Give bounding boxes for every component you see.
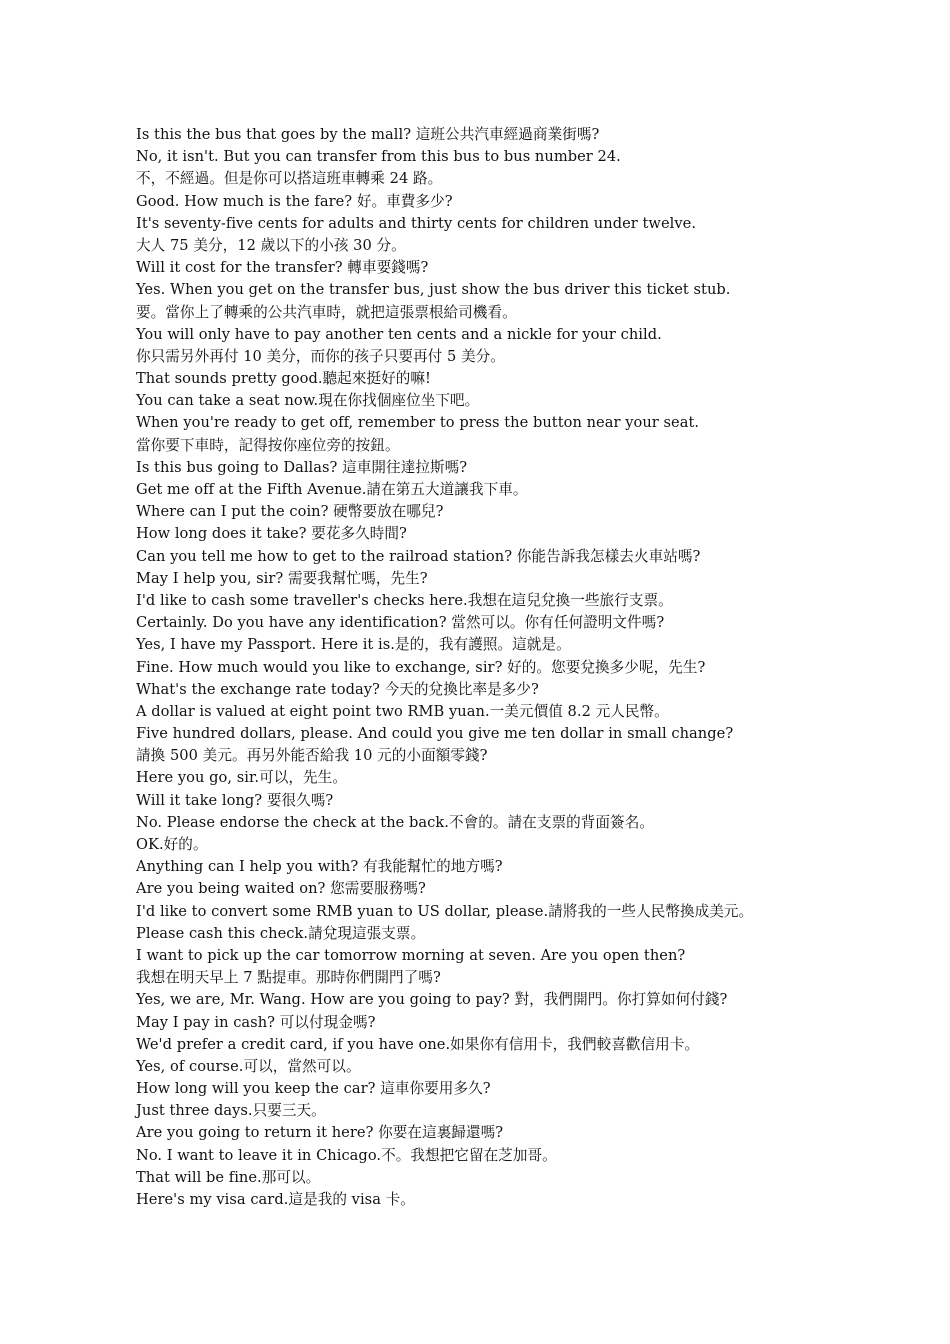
phrase-line: 你只需另外再付 10 美分，而你的孩子只要再付 5 美分。	[136, 347, 505, 365]
phrase-line: May I pay in cash? 可以付現金嗎?	[136, 1013, 376, 1031]
phrase-line: Five hundred dollars, please. And could you give me ten dollar in small change?	[136, 725, 734, 743]
phrase-line: Are you going to return it here? 你要在這裏歸還嗎?	[136, 1124, 504, 1142]
phrase-line: Here you go, sir.可以，先生。	[136, 769, 347, 787]
phrase-line: 不，不經過。但是你可以搭這班車轉乘 24 路。	[136, 170, 443, 188]
phrase-line: Please cash this check.請兌現這張支票。	[136, 924, 426, 942]
phrase-line: You can take a seat now.現在你找個座位坐下吧。	[136, 392, 480, 410]
phrase-line: I'd like to cash some traveller's checks here.我想在這兒兌換一些旅行支票。	[136, 591, 673, 609]
phrase-line: Yes, of course.可以，當然可以。	[136, 1057, 361, 1075]
phrase-line: We'd prefer a credit card, if you have one.如果你有信用卡，我們較喜歡信用卡。	[136, 1035, 700, 1053]
phrase-line: Will it cost for the transfer? 轉車要錢嗎?	[136, 259, 429, 277]
phrase-line: Certainly. Do you have any identification? 當然可以。你有任何證明文件嗎?	[136, 614, 665, 632]
phrase-line: That will be fine.那可以。	[136, 1168, 321, 1186]
phrase-line: Is this the bus that goes by the mall? 這班公共汽車經過商業街嗎?	[136, 126, 600, 143]
phrase-line: When you're ready to get off, remember to press the button near your seat.	[136, 414, 700, 432]
phrase-line: Just three days.只要三天。	[136, 1102, 326, 1120]
phrase-line: Get me off at the Fifth Avenue.請在第五大道讓我下車。	[136, 481, 528, 498]
phrase-line: No. Please endorse the check at the back.不會的。請在支票的背面簽名。	[136, 813, 654, 831]
phrase-line: Fine. How much would you like to exchange, sir? 好的。您要兌換多少呢，先生?	[136, 658, 706, 676]
phrase-line: May I help you, sir? 需要我幫忙嗎，先生?	[136, 569, 428, 587]
phrase-line: How long will you keep the car? 這車你要用多久?	[136, 1080, 491, 1098]
phrase-line: Good. How much is the fare? 好。車費多少?	[136, 192, 453, 210]
phrase-line: Yes, I have my Passport. Here it is.是的，我有護照。這就是。	[136, 636, 571, 654]
phrase-line: Is this bus going to Dallas? 這車開往達拉斯嗎?	[136, 458, 468, 476]
phrase-line: How long does it take? 要花多久時間?	[136, 525, 407, 543]
phrase-line: Can you tell me how to get to the railroad station? 你能告訴我怎樣去火車站嗎?	[136, 547, 701, 565]
phrase-line: You will only have to pay another ten cents and a nickle for your child.	[136, 325, 662, 343]
phrase-line: What's the exchange rate today? 今天的兌換比率是多少?	[136, 680, 539, 698]
phrase-line: Where can I put the coin? 硬幣要放在哪兒?	[136, 503, 444, 521]
phrase-line: 大人 75 美分，12 歲以下的小孩 30 分。	[136, 236, 406, 254]
phrase-line: Yes, we are, Mr. Wang. How are you going to pay? 對，我們開門。你打算如何付錢?	[136, 991, 728, 1009]
phrase-line: 請換 500 美元。再另外能否給我 10 元的小面額零錢?	[136, 747, 488, 765]
phrase-line: Here's my visa card.這是我的 visa 卡。	[136, 1191, 415, 1208]
phrase-line: That sounds pretty good.聽起來挺好的嘛!	[136, 370, 431, 388]
phrase-line: No, it isn't. But you can transfer from this bus to bus number 24.	[136, 148, 621, 166]
phrase-line: 我想在明天早上 7 點提車。那時你們開門了嗎?	[136, 969, 441, 987]
phrase-line: 當你要下車時，記得按你座位旁的按鈕。	[136, 436, 400, 454]
phrase-line: Anything can I help you with? 有我能幫忙的地方嗎?	[136, 858, 503, 876]
phrase-line: I'd like to convert some RMB yuan to US dollar, please.請將我的一些人民幣換成美元。	[136, 902, 754, 920]
phrase-line: I want to pick up the car tomorrow morning at seven. Are you open then?	[136, 946, 686, 964]
phrase-line: It's seventy-five cents for adults and thirty cents for children under twelve.	[136, 214, 697, 232]
phrase-line: 要。當你上了轉乘的公共汽車時，就把這張票根給司機看。	[136, 303, 517, 321]
phrase-line: Are you being waited on? 您需要服務嗎?	[136, 880, 426, 898]
phrase-line: Yes. When you get on the transfer bus, just show the bus driver this ticket stub.	[136, 281, 731, 299]
phrase-list	[136, 124, 936, 1211]
phrase-line: Will it take long? 要很久嗎?	[136, 791, 334, 809]
phrase-line: A dollar is valued at eight point two RMB yuan.一美元價值 8.2 元人民幣。	[136, 702, 669, 720]
phrase-line: No. I want to leave it in Chicago.不。我想把它留在芝加哥。	[136, 1146, 557, 1164]
phrase-line: OK.好的。	[136, 836, 208, 853]
